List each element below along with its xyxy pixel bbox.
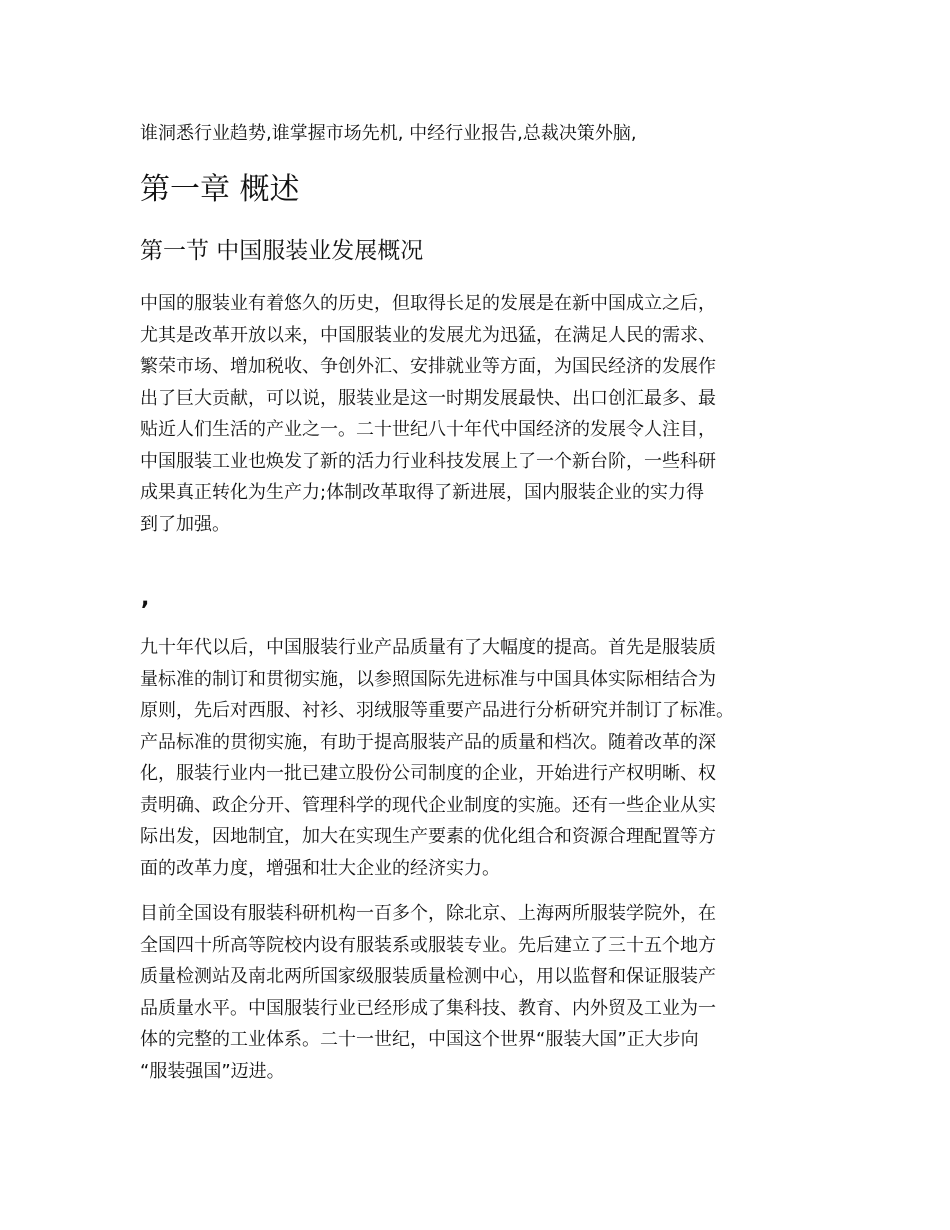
paragraph-line: 责明确、政企分开、管理科学的现代企业制度的实施。还有一些企业从实 bbox=[140, 794, 716, 816]
paragraph-line: 面的改革力度，增强和壮大企业的经济实力。 bbox=[140, 857, 500, 879]
paragraph-1 bbox=[140, 288, 820, 540]
intro-tagline: 谁洞悉行业趋势,谁掌握市场先机, 中经行业报告,总裁决策外脑, bbox=[140, 123, 637, 144]
paragraph-3 bbox=[140, 898, 820, 1087]
paragraph-line: 目前全国设有服装科研机构一百多个，除北京、上海两所服装学院外，在 bbox=[140, 903, 716, 924]
paragraph-line: 原则，先后对西服、衬衫、羽绒服等重要产品进行分析研究并制订了标准。 bbox=[140, 700, 734, 721]
paragraph-line: 到了加强。 bbox=[140, 513, 230, 535]
paragraph-line: 产品标准的贯彻实施，有助于提高服装产品的质量和档次。随着改革的深 bbox=[140, 731, 716, 753]
paragraph-line: 成果真正转化为生产力;体制改革取得了新进展，国内服装企业的实力得 bbox=[140, 482, 705, 503]
paragraph-line: 贴近人们生活的产业之一。二十世纪八十年代中国经济的发展令人注目， bbox=[140, 419, 716, 440]
paragraph-line: 品质量水平。中国服装行业已经形成了集科技、教育、内外贸及工业为一 bbox=[140, 997, 716, 1019]
paragraph-line: 中国的服装业有着悠久的历史，但取得长足的发展是在新中国成立之后， bbox=[140, 293, 716, 314]
paragraph-line: 质量检测站及南北两所国家级服装质量检测中心，用以监督和保证服装产 bbox=[140, 966, 716, 987]
paragraph-line: 际出发，因地制宜，加大在实现生产要素的优化组合和资源合理配置等方 bbox=[140, 826, 716, 847]
paragraph-line: 量标准的制订和贯彻实施，以参照国际先进标准与中国具体实际相结合为 bbox=[140, 668, 716, 690]
chapter-title: 第一章 概述 bbox=[140, 172, 300, 207]
paragraph-line: 体的完整的工业体系。二十一世纪，中国这个世界“服装大国”正大步向 bbox=[140, 1029, 699, 1050]
paragraph-2 bbox=[140, 632, 820, 884]
paragraph-line: 全国四十所高等院校内设有服装系或服装专业。先后建立了三十五个地方 bbox=[140, 934, 716, 956]
paragraph-line: 繁荣市场、增加税收、争创外汇、安排就业等方面，为国民经济的发展作 bbox=[140, 356, 716, 377]
paragraph-line: “服装强国”迈进。 bbox=[140, 1060, 285, 1082]
stray-comma-mark: , bbox=[141, 586, 150, 611]
paragraph-line: 出了巨大贡献，可以说，服装业是这一时期发展最快、出口创汇最多、最 bbox=[140, 387, 716, 409]
paragraph-line: 中国服装工业也焕发了新的活力行业科技发展上了一个新台阶，一些科研 bbox=[140, 450, 716, 472]
paragraph-line: 九十年代以后，中国服装行业产品质量有了大幅度的提高。首先是服装质 bbox=[140, 637, 716, 658]
paragraph-line: 尤其是改革开放以来，中国服装业的发展尤为迅猛，在满足人民的需求、 bbox=[140, 324, 716, 346]
paragraph-line: 化，服装行业内一批已建立股份公司制度的企业，开始进行产权明晰、权 bbox=[140, 763, 716, 784]
section-title: 第一节 中国服装业发展概况 bbox=[140, 238, 424, 264]
